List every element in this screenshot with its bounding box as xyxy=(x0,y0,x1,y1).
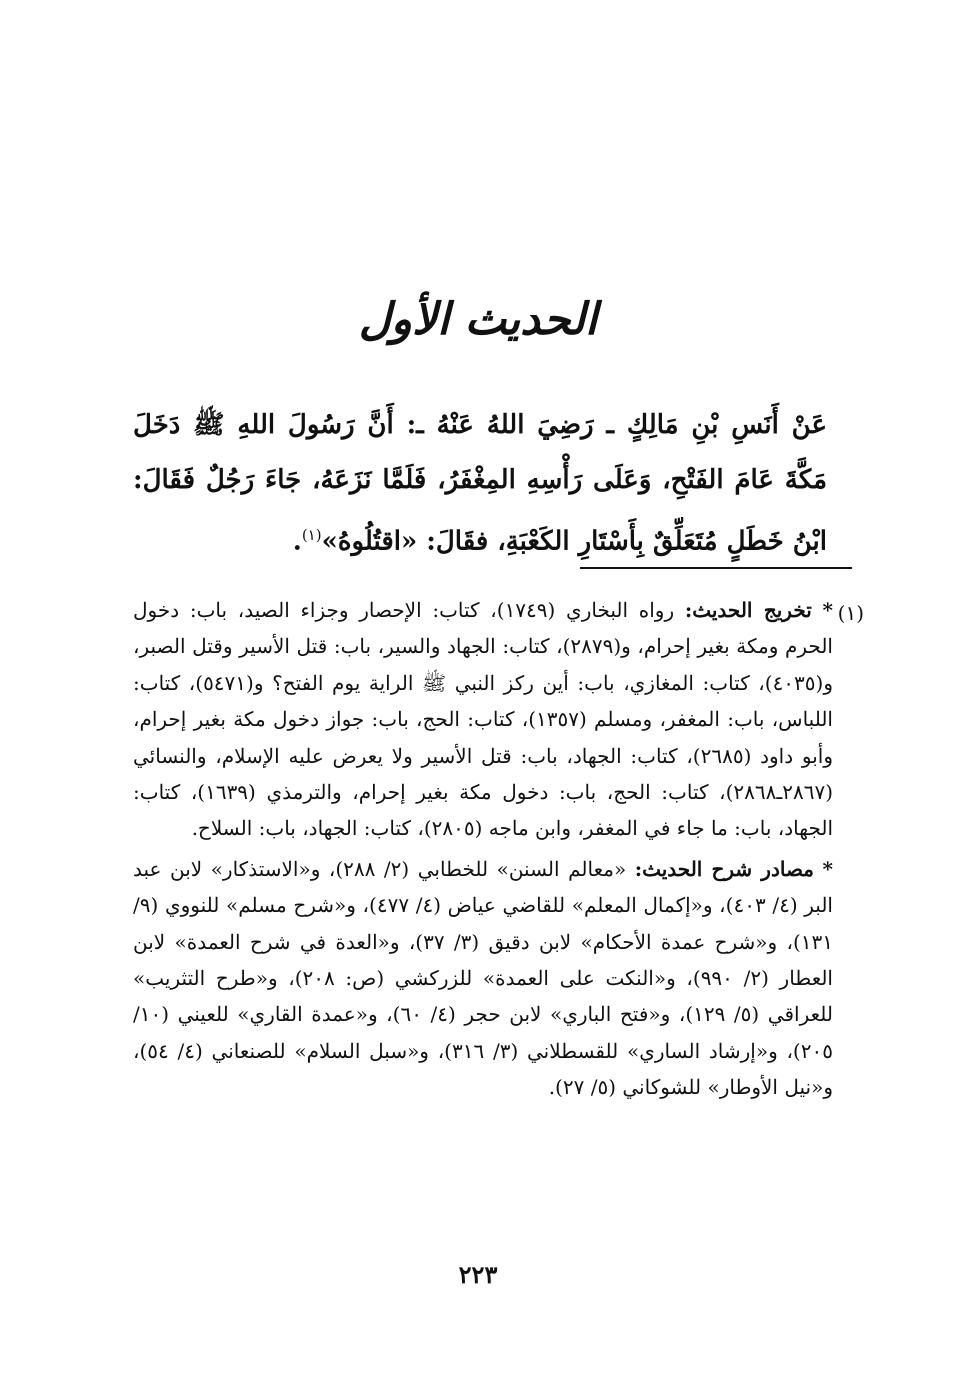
footnote xyxy=(133,592,833,1106)
takhrij-text: رواه البخاري (١٧٤٩)، كتاب: الإحصار وجزاء الصيد، باب: دخول الحرم ومكة بغير إحرام، و(٢٨٧٩)، كتاب: الجهاد والسير، باب: قتل الأسير وقتل الصبر، و(٤٠٣٥)، كتاب: المغازي، باب: أين ركز النبي ﷺ الراية يوم الفتح؟ و(٥٤٧١)، كتاب: اللباس، باب: المغفر، ومسلم (١٣٥٧)، كتاب: الحج، باب: جواز دخول مكة بغير إحرام، وأبو داود (٢٦٨٥)، كتاب: الجهاد، باب: قتل الأسير ولا يعرض عليه الإسلام، والنسائي (٢٨٦٧ـ٢٨٦٨)، كتاب: الحج، باب: دخول مكة بغير إحرام، والترمذي (١٦٣٩)، كتاب: الجهاد، باب: ما جاء في المغفر، وابن ماجه (٢٨٠٥)، كتاب: الجهاد، باب: السلاح. xyxy=(133,598,833,841)
chapter-title: الحديث الأول xyxy=(358,294,598,345)
footnote-divider xyxy=(580,567,852,569)
hadith-text xyxy=(133,398,827,570)
hadith-end: . xyxy=(292,526,302,557)
footnote-number: (١) xyxy=(837,601,864,625)
star-marker: * xyxy=(822,598,833,622)
footnote-reference[interactable]: (١) xyxy=(301,526,322,544)
takhrij-label: تخريج الحديث: xyxy=(684,598,812,622)
page-number: ٢٢٣ xyxy=(458,1260,498,1289)
takhrij-paragraph xyxy=(133,592,833,847)
masadir-text: «معالم السنن» للخطابي (٢/ ٢٨٨)، و«الاستذكار» لابن عبد البر (٤/ ٤٠٣)، و«إكمال المعلم» للقاضي عياض (٤/ ٤٧٧)، و«شرح مسلم» للنووي (٩/ ١٣١)، و«شرح عمدة الأحكام» لابن دقيق (٣/ ٣٧)، و«العدة في شرح العمدة» لابن العطار (٢/ ٩٩٠)، و«النكت على العمدة» للزركشي (ص: ٢٠٨)، و«طرح التثريب» للعراقي (٥/ ١٢٩)، و«فتح الباري» لابن حجر (٤/ ٦٠)، و«عمدة القاري» للعيني (١٠/ ٢٠٥)، و«إرشاد الساري» للقسطلاني (٣/ ٣١٦)، و«سبل السلام» للصنعاني (٤/ ٥٤)، و«نيل الأوطار» للشوكاني (٥/ ٢٧). xyxy=(133,856,833,1100)
masadir-paragraph xyxy=(133,851,833,1106)
star-marker: * xyxy=(822,856,833,881)
masadir-label: مصادر شرح الحديث: xyxy=(634,856,815,881)
hadith-body: عَنْ أَنَسِ بْنِ مَالِكٍ ـ رَضِيَ اللهُ عَنْهُ ـ: أَنَّ رَسُولَ اللهِ ﷺ دَخَلَ مَكَّةَ عَامَ الفَتْحِ، وَعَلَى رَأْسِهِ المِغْفَرُ، فَلَمَّا نَزَعَهُ، جَاءَ رَجُلٌ فَقَالَ: ابْنُ خَطَلٍ مُتَعَلِّقٌ بِأَسْتَارِ الكَعْبَةِ، فقَالَ: «اقتُلُوهُ» xyxy=(133,410,827,557)
